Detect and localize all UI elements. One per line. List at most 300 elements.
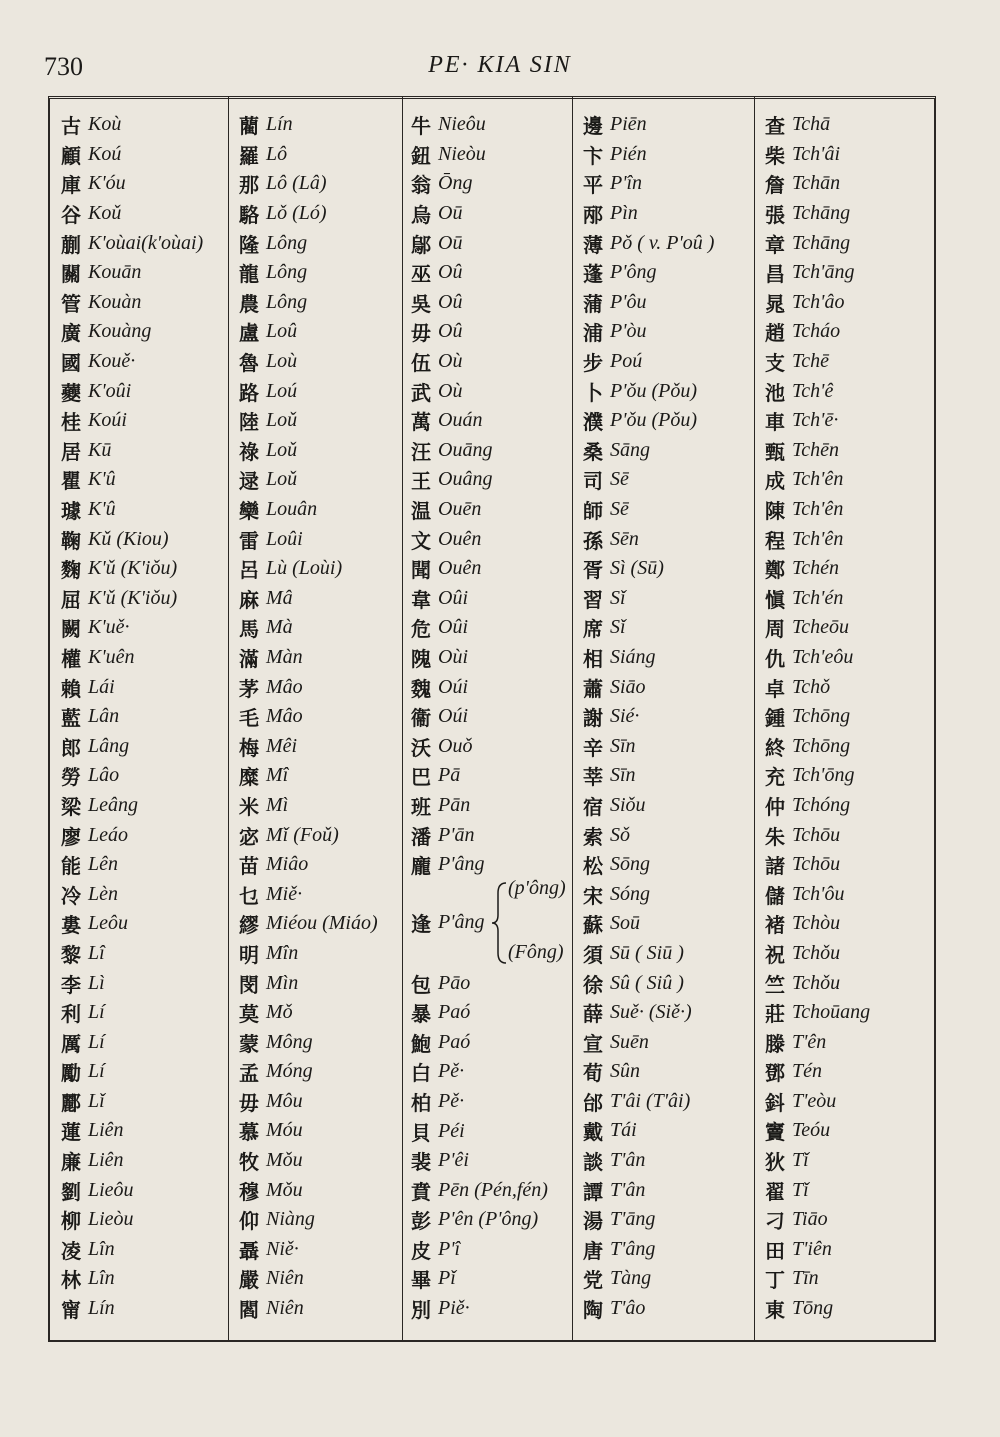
surname-entry	[762, 524, 870, 554]
surname-entry	[236, 228, 378, 258]
surname-romanization: Pǒ ( v. P'oû )	[610, 231, 715, 254]
surname-romanization: Lông	[266, 290, 308, 313]
surname-entry	[580, 406, 714, 436]
surname-romanization: Piě·	[438, 1297, 470, 1320]
surname-romanization: Tchǒ	[792, 675, 831, 698]
surname-romanization: Mǒ	[266, 1001, 293, 1024]
surname-character: 林	[61, 1268, 81, 1293]
surname-entry	[58, 672, 203, 702]
surname-character: 張	[765, 203, 785, 228]
surname-character: 呂	[239, 558, 259, 583]
surname-entry	[58, 643, 203, 673]
surname-character: 卓	[765, 676, 785, 701]
surname-entry	[580, 110, 714, 140]
surname-character: 閔	[239, 972, 259, 997]
surname-entry	[408, 761, 548, 791]
surname-entry	[762, 1175, 870, 1205]
surname-character: 甄	[765, 439, 785, 464]
surname-romanization: Lí	[88, 1001, 105, 1024]
surname-character: 相	[583, 646, 603, 671]
surname-character: 白	[411, 1061, 431, 1086]
surname-character: 翁	[411, 173, 431, 198]
surname-romanization: Mì	[266, 793, 289, 816]
surname-character: 充	[765, 765, 785, 790]
surname-romanization: Tchā	[792, 113, 831, 136]
surname-character: 儲	[765, 883, 785, 908]
surname-entry	[58, 1294, 203, 1324]
surname-character: 浦	[583, 321, 603, 346]
surname-entry	[58, 909, 203, 939]
surname-romanization: Oúi	[438, 675, 468, 698]
surname-character: 莊	[765, 1002, 785, 1027]
surname-entry	[236, 347, 378, 377]
surname-romanization: Koú	[88, 142, 122, 165]
surname-entry	[408, 672, 548, 702]
alternate-reading: (p'ông)	[508, 877, 566, 900]
surname-romanization: T'ân	[610, 1178, 646, 1201]
surname-romanization: Niên	[266, 1267, 304, 1290]
surname-entry	[236, 465, 378, 495]
surname-romanization: Tīn	[792, 1267, 819, 1290]
surname-entry	[408, 643, 548, 673]
surname-romanization: Lâo	[88, 764, 120, 787]
surname-entry	[762, 761, 870, 791]
surname-character: 辛	[583, 735, 603, 760]
surname-entry	[580, 1175, 714, 1205]
surname-entry	[58, 376, 203, 406]
surname-romanization: Niên	[266, 1297, 304, 1320]
surname-column-3	[408, 110, 566, 1323]
surname-entry	[762, 939, 870, 969]
surname-character: 蘇	[583, 913, 603, 938]
surname-entry	[762, 1294, 870, 1324]
surname-entry	[762, 584, 870, 614]
surname-romanization: Tchǒu	[792, 971, 841, 994]
surname-entry	[580, 1205, 714, 1235]
surname-entry	[408, 436, 548, 466]
surname-character: 狄	[765, 1150, 785, 1175]
surname-character: 凌	[61, 1238, 81, 1263]
surname-entry	[580, 554, 714, 584]
surname-entry	[408, 1205, 548, 1235]
surname-entry	[580, 909, 714, 939]
surname-character: 慕	[239, 1120, 259, 1145]
surname-entry	[408, 613, 548, 643]
surname-character: 愼	[765, 587, 785, 612]
surname-entry	[580, 1087, 714, 1117]
surname-character: 貝	[411, 1120, 431, 1145]
surname-entry	[580, 791, 714, 821]
surname-character: 祿	[239, 439, 259, 464]
surname-romanization: Lín	[88, 1297, 115, 1320]
surname-entry	[762, 672, 870, 702]
surname-character: 晁	[765, 291, 785, 316]
surname-romanization: Lî	[88, 941, 105, 964]
surname-character: 湯	[583, 1209, 603, 1234]
surname-romanization: Oū	[438, 202, 463, 225]
surname-entry	[580, 436, 714, 466]
surname-entry	[762, 909, 870, 939]
surname-romanization: Siáng	[610, 645, 656, 668]
surname-entry	[580, 879, 714, 909]
surname-romanization: T'āng	[610, 1208, 656, 1231]
surname-character: 駱	[239, 203, 259, 228]
surname-romanization: Tchǒu	[792, 941, 841, 964]
surname-character: 刁	[765, 1209, 785, 1234]
surname-entry	[408, 1146, 548, 1176]
surname-entry	[580, 258, 714, 288]
surname-romanization: Màn	[266, 645, 303, 668]
surname-romanization: K'ǔ (K'iǒu)	[88, 557, 178, 580]
surname-character: 陸	[239, 410, 259, 435]
surname-character: 程	[765, 528, 785, 553]
column-rule	[754, 96, 755, 1342]
surname-entry	[580, 524, 714, 554]
surname-character: 終	[765, 735, 785, 760]
surname-character: 閻	[239, 1298, 259, 1323]
surname-character: 邴	[583, 203, 603, 228]
surname-romanization: Paó	[438, 1001, 471, 1024]
surname-character: 王	[411, 469, 431, 494]
surname-character: 索	[583, 824, 603, 849]
surname-romanization: Nieôu	[438, 113, 486, 136]
surname-romanization: Miě·	[266, 882, 303, 905]
surname-entry	[236, 495, 378, 525]
surname-character: 鄔	[411, 232, 431, 257]
surname-romanization: Mîn	[266, 941, 299, 964]
surname-romanization: Tch'ē·	[792, 409, 839, 432]
surname-entry	[236, 968, 378, 998]
surname-character: 茅	[239, 676, 259, 701]
surname-romanization: Sāng	[610, 438, 650, 461]
surname-romanization: Loǔ	[266, 438, 298, 461]
surname-character: 談	[583, 1150, 603, 1175]
surname-character: 荀	[583, 1061, 603, 1086]
column-rule	[402, 96, 403, 1342]
surname-entry	[408, 791, 548, 821]
surname-entry	[236, 140, 378, 170]
surname-romanization: P'âng	[438, 911, 485, 934]
surname-entry	[580, 761, 714, 791]
surname-romanization: Tch'âo	[792, 290, 845, 313]
surname-romanization: Miéou (Miáo)	[266, 912, 378, 935]
surname-character: 褚	[765, 913, 785, 938]
surname-character: 關	[61, 262, 81, 287]
surname-character: 米	[239, 794, 259, 819]
surname-character: 仰	[239, 1209, 259, 1234]
surname-romanization: Lǒ (Ló)	[266, 202, 327, 225]
surname-character: 鈄	[765, 1090, 785, 1115]
surname-entry	[762, 968, 870, 998]
surname-character: 武	[411, 380, 431, 405]
surname-character: 吳	[411, 291, 431, 316]
surname-entry	[236, 672, 378, 702]
surname-entry	[408, 1235, 548, 1265]
surname-entry	[236, 258, 378, 288]
surname-entry	[236, 879, 378, 909]
surname-romanization: T'ân	[610, 1149, 646, 1172]
surname-character: 汪	[411, 439, 431, 464]
surname-character: 居	[61, 439, 81, 464]
surname-romanization: Tchóng	[792, 793, 851, 816]
surname-romanization: Móng	[266, 1060, 313, 1083]
surname-character: 宋	[583, 883, 603, 908]
surname-romanization: P'ông	[610, 261, 657, 284]
surname-character: 廉	[61, 1150, 81, 1175]
surname-character: 陳	[765, 499, 785, 524]
surname-entry	[762, 406, 870, 436]
surname-romanization: Siāo	[610, 675, 646, 698]
surname-romanization: Kouān	[88, 261, 142, 284]
surname-character: 步	[583, 351, 603, 376]
surname-entry	[236, 524, 378, 554]
surname-romanization: Sīn	[610, 734, 636, 757]
surname-character: 蓮	[61, 1120, 81, 1145]
surname-character: 卞	[583, 143, 603, 168]
surname-romanization: Lên	[88, 853, 118, 876]
surname-entry	[408, 968, 548, 998]
surname-entry	[762, 199, 870, 229]
surname-romanization: Lèn	[88, 882, 118, 905]
surname-character: 鄭	[765, 558, 785, 583]
surname-romanization: P'ǒu (Pǒu)	[610, 409, 698, 432]
surname-romanization: Oûi	[438, 586, 468, 609]
surname-character: 衞	[411, 706, 431, 731]
surname-romanization: K'û	[88, 468, 116, 491]
surname-romanization: Suě· (Siě·)	[610, 1001, 692, 1024]
surname-romanization: Loûi	[266, 527, 303, 550]
surname-entry	[408, 110, 548, 140]
surname-entry	[762, 110, 870, 140]
surname-entry	[762, 791, 870, 821]
surname-character: 聞	[411, 558, 431, 583]
surname-entry	[236, 406, 378, 436]
surname-character: 麻	[239, 587, 259, 612]
surname-entry	[236, 998, 378, 1028]
surname-romanization: Mêi	[266, 734, 298, 757]
surname-entry	[408, 850, 548, 880]
surname-character: 魏	[411, 676, 431, 701]
surname-romanization: Tch'eôu	[792, 645, 854, 668]
surname-entry	[58, 791, 203, 821]
surname-romanization: Lieôu	[88, 1178, 134, 1201]
surname-entry	[236, 761, 378, 791]
surname-character: 孟	[239, 1061, 259, 1086]
surname-romanization: P'î	[438, 1237, 461, 1260]
surname-character: 平	[583, 173, 603, 198]
surname-romanization: Tcháo	[792, 320, 841, 343]
surname-character: 胥	[583, 558, 603, 583]
surname-romanization: Sē	[610, 468, 629, 491]
surname-entry	[762, 258, 870, 288]
surname-character: 冷	[61, 883, 81, 908]
surname-character: 廖	[61, 824, 81, 849]
surname-romanization: Péi	[438, 1119, 465, 1142]
surname-romanization: Tōng	[792, 1297, 834, 1320]
surname-romanization: P'òu	[610, 320, 647, 343]
surname-character: 牧	[239, 1150, 259, 1175]
surname-romanization: Mâ	[266, 586, 293, 609]
surname-romanization: P'êi	[438, 1149, 469, 1172]
surname-character: 司	[583, 469, 603, 494]
surname-character: 繆	[239, 913, 259, 938]
surname-character: 丁	[765, 1268, 785, 1293]
surname-character: 諸	[765, 854, 785, 879]
surname-character: 闕	[61, 617, 81, 642]
surname-romanization: Oū	[438, 231, 463, 254]
surname-entry	[762, 1027, 870, 1057]
surname-entry	[236, 199, 378, 229]
surname-entry	[236, 1235, 378, 1265]
surname-entry	[58, 554, 203, 584]
surname-character: 習	[583, 587, 603, 612]
surname-character: 顧	[61, 143, 81, 168]
surname-romanization: Lí	[88, 1030, 105, 1053]
surname-romanization: Mǒu	[266, 1149, 303, 1172]
surname-entry	[236, 317, 378, 347]
surname-romanization: Siǒu	[610, 793, 646, 816]
surname-entry	[762, 140, 870, 170]
surname-romanization: Tchōng	[792, 734, 851, 757]
surname-character: 周	[765, 617, 785, 642]
surname-entry	[580, 613, 714, 643]
surname-character: 竺	[765, 972, 785, 997]
surname-entry	[762, 465, 870, 495]
surname-character: 梅	[239, 735, 259, 760]
surname-character: 伍	[411, 351, 431, 376]
surname-romanization: Tch'ên	[792, 498, 844, 521]
surname-character: 鍾	[765, 706, 785, 731]
surname-entry	[58, 761, 203, 791]
surname-romanization: K'óu	[88, 172, 126, 195]
surname-romanization: Sēn	[610, 527, 639, 550]
surname-character: 乜	[239, 883, 259, 908]
surname-romanization: Tǐ	[792, 1149, 809, 1172]
surname-character: 毋	[411, 321, 431, 346]
surname-character: 逢	[411, 912, 431, 937]
surname-character: 池	[765, 380, 785, 405]
surname-entry	[580, 465, 714, 495]
surname-romanization: P'în	[610, 172, 643, 195]
surname-entry	[762, 228, 870, 258]
surname-entry	[58, 820, 203, 850]
surname-character: 瞿	[61, 469, 81, 494]
surname-character: 聶	[239, 1238, 259, 1263]
surname-entry	[408, 1087, 548, 1117]
surname-character: 朱	[765, 824, 785, 849]
surname-romanization: Tch'ôu	[792, 882, 845, 905]
surname-entry	[762, 169, 870, 199]
surname-entry	[408, 524, 548, 554]
surname-romanization: Ouên	[438, 557, 482, 580]
surname-romanization: Tchōng	[792, 705, 851, 728]
surname-entry	[762, 850, 870, 880]
surname-character: 松	[583, 854, 603, 879]
surname-entry	[58, 110, 203, 140]
surname-entry	[236, 1027, 378, 1057]
surname-entry	[236, 169, 378, 199]
surname-romanization: Tchoūang	[792, 1001, 871, 1024]
surname-romanization: Sì (Sū)	[610, 557, 664, 580]
surname-romanization: Oû	[438, 320, 463, 343]
surname-romanization: Tchén	[792, 557, 840, 580]
surname-entry	[580, 820, 714, 850]
surname-entry	[580, 169, 714, 199]
surname-romanization: Loû	[266, 320, 298, 343]
surname-entry	[236, 850, 378, 880]
surname-character: 譚	[583, 1179, 603, 1204]
surname-entry	[580, 495, 714, 525]
surname-entry	[236, 554, 378, 584]
surname-character: 車	[765, 410, 785, 435]
surname-character: 毛	[239, 706, 259, 731]
surname-romanization: Koù	[88, 113, 122, 136]
surname-romanization: Sǒ	[610, 823, 630, 846]
surname-romanization: K'ǔ (K'iǒu)	[88, 586, 178, 609]
surname-character: 劉	[61, 1179, 81, 1204]
page-number: 730	[44, 52, 83, 81]
surname-entry	[236, 1294, 378, 1324]
surname-character: 卜	[583, 380, 603, 405]
surname-romanization: Ōng	[438, 172, 473, 195]
surname-character: 廣	[61, 321, 81, 346]
surname-romanization: Sīn	[610, 764, 636, 787]
surname-romanization: Sē	[610, 498, 629, 521]
surname-romanization: Móu	[266, 1119, 303, 1142]
surname-romanization: Loǔ	[266, 409, 298, 432]
surname-character: 薛	[583, 1002, 603, 1027]
surname-character: 仇	[765, 646, 785, 671]
surname-character: 巴	[411, 765, 431, 790]
surname-character: 莘	[583, 765, 603, 790]
surname-character: 能	[61, 854, 81, 879]
surname-entry	[58, 1205, 203, 1235]
surname-character: 那	[239, 173, 259, 198]
surname-character: 鞠	[61, 528, 81, 553]
surname-romanization: Tch'âi	[792, 142, 840, 165]
surname-entry	[58, 968, 203, 998]
surname-character: 徐	[583, 972, 603, 997]
surname-character: 文	[411, 528, 431, 553]
surname-entry	[58, 939, 203, 969]
surname-entry	[580, 1146, 714, 1176]
surname-romanization: Tiāo	[792, 1208, 828, 1231]
surname-entry	[236, 110, 378, 140]
surname-romanization: Tch'ên	[792, 527, 844, 550]
surname-romanization: Lù (Loùi)	[266, 557, 343, 580]
surname-romanization: Pēn (Pén,fén)	[438, 1178, 548, 1201]
surname-column-2	[236, 110, 378, 1323]
surname-romanization: Kouàng	[88, 320, 152, 343]
surname-character: 趙	[765, 321, 785, 346]
surname-entry	[58, 1116, 203, 1146]
surname-entry	[408, 1057, 548, 1087]
surname-romanization: Ouǒ	[438, 734, 473, 757]
surname-romanization: Sū ( Siū )	[610, 941, 684, 964]
surname-entry	[408, 877, 566, 968]
surname-character: 宓	[239, 824, 259, 849]
surname-character: 藍	[61, 706, 81, 731]
surname-romanization: Kū	[88, 438, 112, 461]
surname-romanization: Pìn	[610, 202, 638, 225]
surname-romanization: Sóng	[610, 882, 650, 905]
surname-romanization: Paó	[438, 1030, 471, 1053]
column-rule	[572, 96, 573, 1342]
surname-romanization: Nieòu	[438, 142, 486, 165]
surname-romanization: Lô (Lâ)	[266, 172, 327, 195]
surname-romanization: Tchēn	[792, 438, 840, 461]
surname-romanization: Tch'āng	[792, 261, 855, 284]
